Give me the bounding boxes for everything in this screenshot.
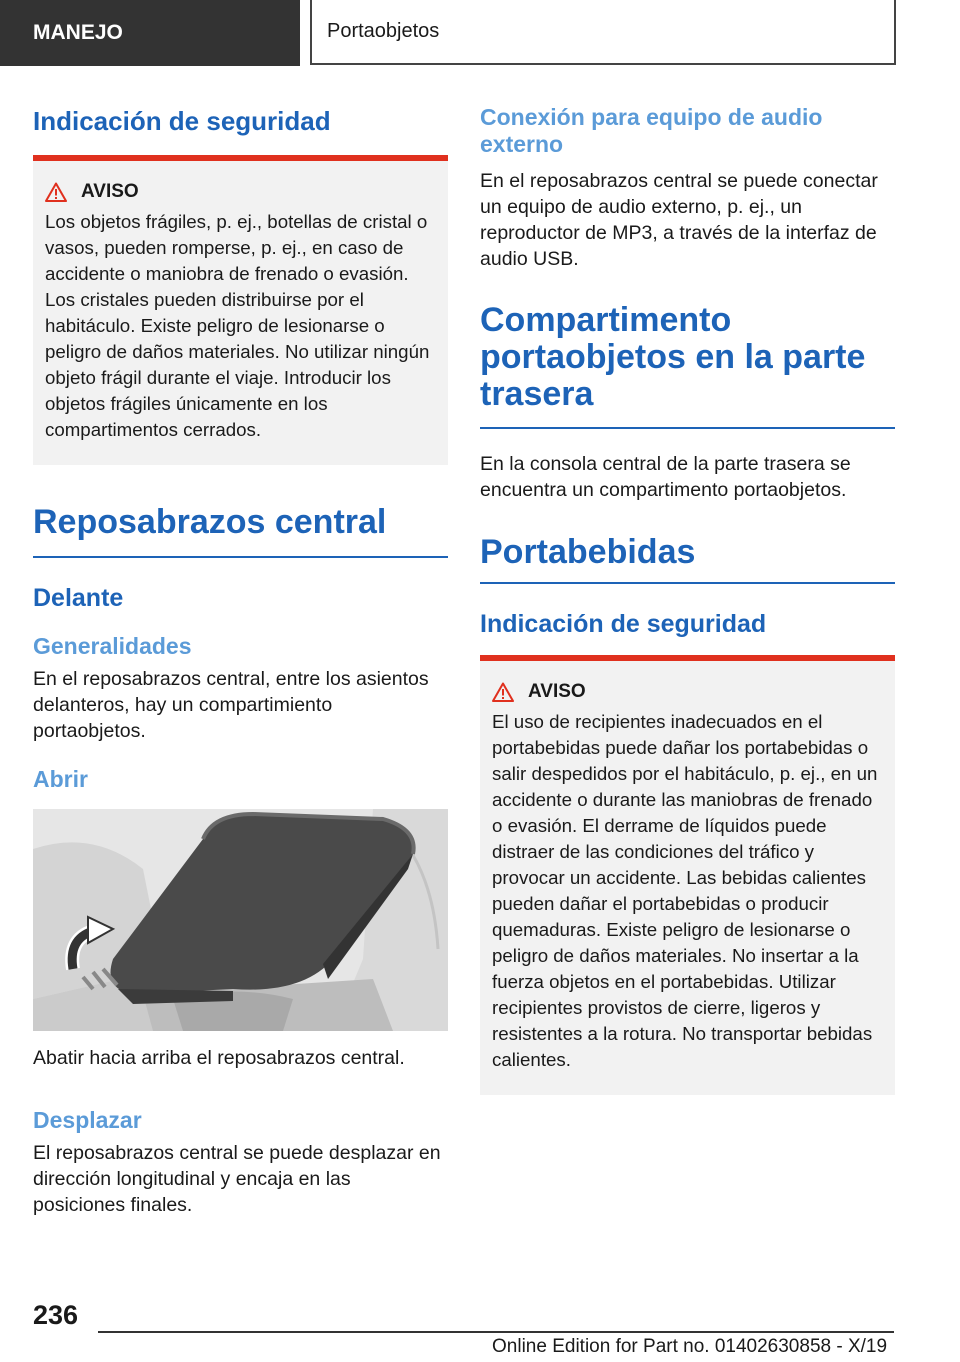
cupholder-heading: Portabebidas — [480, 533, 696, 571]
armrest-illustration — [33, 809, 448, 1031]
warning-title-2 — [492, 681, 883, 703]
open-heading: Abrir — [33, 766, 88, 792]
right-column — [480, 100, 895, 1095]
general-heading: Generalidades — [33, 633, 192, 659]
move-heading: Desplazar — [33, 1107, 142, 1133]
armrest-heading-rule — [33, 556, 448, 558]
rear-text: En la consola central de la parte trasera se encuentra un compartimento portaobjetos. — [480, 453, 851, 501]
rear-heading-rule — [480, 427, 895, 429]
warning-box — [33, 161, 448, 465]
warning-triangle-icon — [492, 682, 514, 702]
safety-heading-2: Indicación de seguridad — [480, 610, 767, 638]
warning-title-text-2: AVISO — [528, 681, 586, 702]
armrest-heading: Reposabrazos central — [33, 503, 387, 541]
move-text: El reposabrazos central se puede desplazar en dirección longitudinal y encaja en las posiciones finales. — [33, 1142, 441, 1216]
general-text: En el reposabrazos central, entre los asientos delanteros, hay un compartimiento portaobjetos. — [33, 668, 429, 742]
audio-text: En el reposabrazos central se puede conectar un equipo de audio externo, p. ej., un reproductor de MP3, a través de la interfaz de audio USB. — [480, 170, 878, 270]
warning-text: Los objetos frágiles, p. ej., botellas de cristal o vasos, pueden romperse, p. ej., en caso de accidente o maniobra de frenado o evasión. Los cristales pueden distribuirse por el habitáculo. Existe peligro de lesionarse o peligro de daños materiales. No utilizar ningún objeto frágil durante el viaje. Introducir los objetos frágiles únicamente en los compartimentos cerrados. — [45, 211, 430, 440]
footer-edition-text: Online Edition for Part no. 01402630858 - X/19 — [492, 1336, 888, 1357]
header-chapter-label: Portaobjetos — [310, 0, 896, 65]
warning-triangle-icon — [45, 182, 67, 202]
audio-heading: Conexión para equipo de audio externo — [480, 104, 823, 157]
footer-rule — [98, 1331, 894, 1333]
warning-text-2: El uso de recipientes inadecuados en el portabebidas puede dañar los portabebidas o salir despedidos por el habitáculo, p. ej., en un accidente o durante las maniobras de frenado o evasión. El derrame de líquidos puede distraer de las condiciones del tráfico y provocar un accidente. Las bebidas calientes pueden dañar el portabebidas o producir quemaduras. Existe peligro de lesionarse o peligro de daños materiales. No insertar a la fuerza objetos en el portabebidas. Utilizar recipientes provistos de cierre, ligeros y resistentes a la rotura. No transportar bebidas calientes. — [492, 711, 878, 1070]
left-column — [33, 100, 448, 1218]
page-number: 236 — [33, 1300, 79, 1330]
cupholder-heading-rule — [480, 582, 895, 584]
front-heading: Delante — [33, 584, 124, 612]
warning-title-text: AVISO — [81, 181, 139, 202]
warning-title — [45, 181, 436, 203]
header-section-label: MANEJO — [0, 0, 300, 66]
figure-caption: Abatir hacia arriba el reposabrazos central. — [33, 1047, 405, 1069]
warning-box-2 — [480, 661, 895, 1095]
safety-heading: Indicación de seguridad — [33, 106, 331, 136]
rear-compartment-heading: Compartimento portaobjetos en la parte trasera — [480, 301, 866, 413]
